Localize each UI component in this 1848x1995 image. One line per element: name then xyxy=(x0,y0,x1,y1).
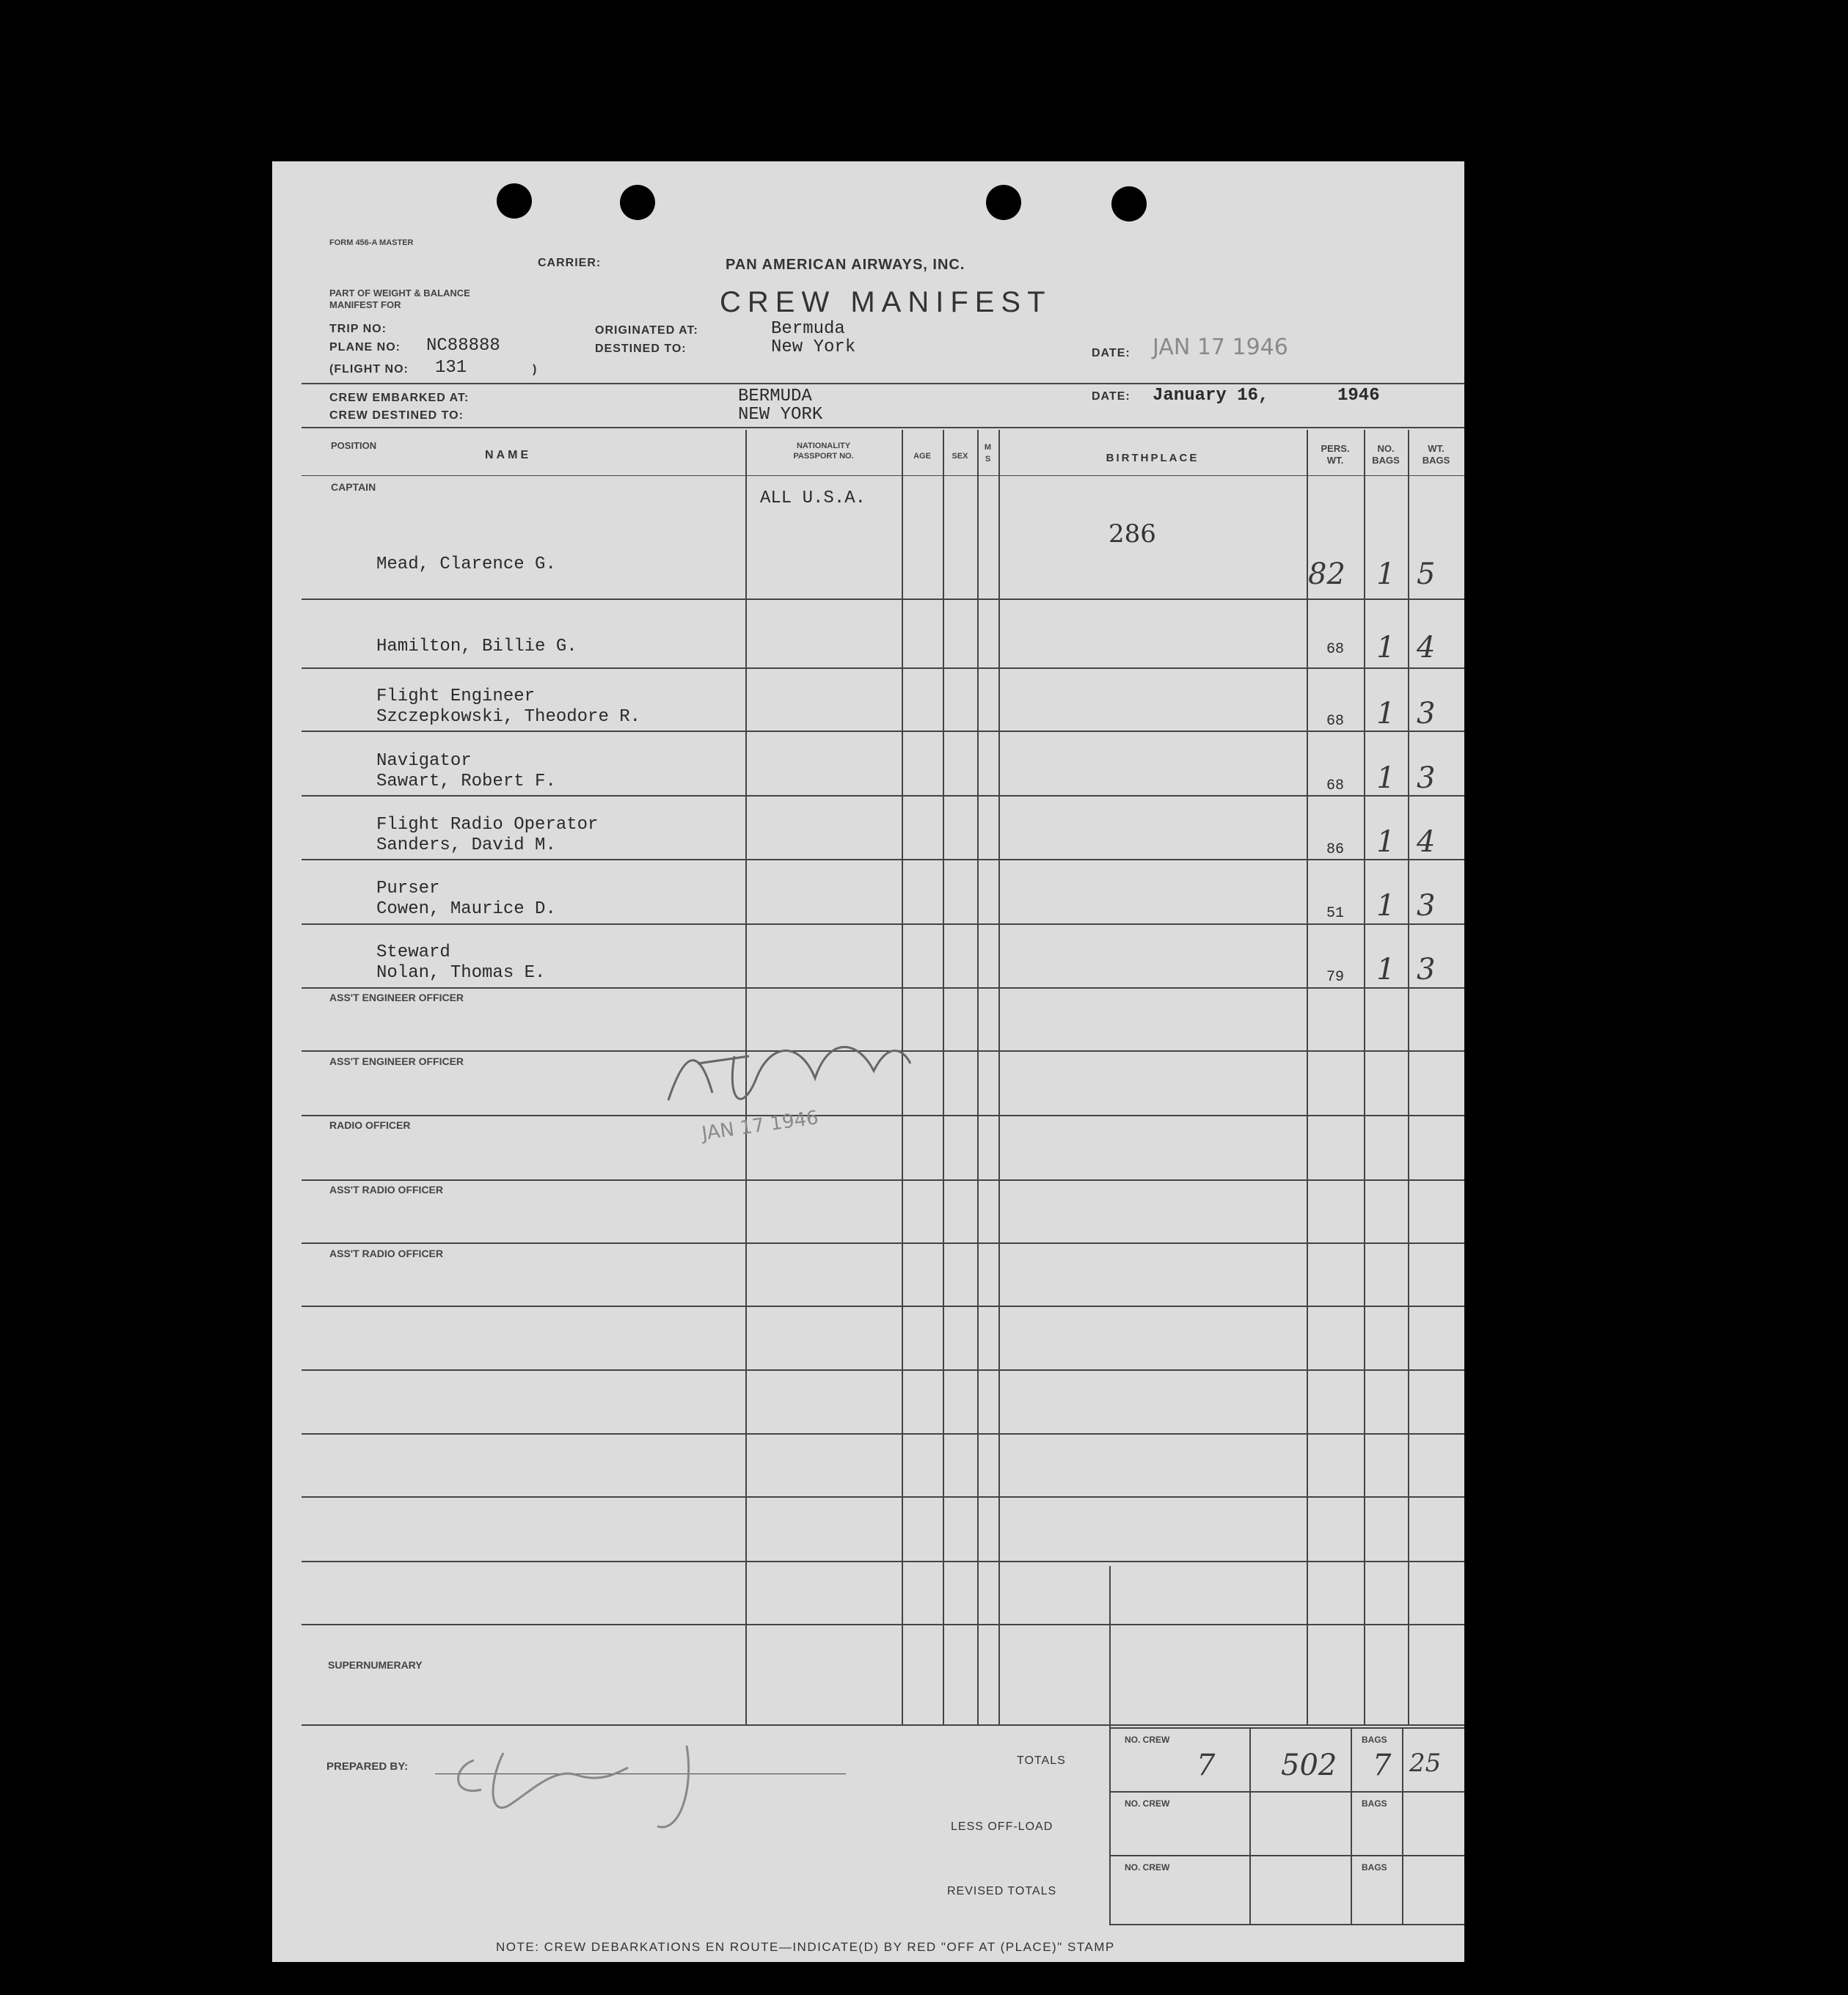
header-no-bags-2: BAGS xyxy=(1372,455,1400,466)
carrier-name: PAN AMERICAN AIRWAYS, INC. xyxy=(726,257,965,273)
crew-position: Purser xyxy=(376,879,440,898)
row-line xyxy=(302,1561,1464,1562)
row-label: ASS'T RADIO OFFICER xyxy=(329,1248,443,1259)
trip-label: TRIP NO: xyxy=(329,323,387,335)
note-text: NOTE: CREW DEBARKATIONS EN ROUTE—INDICATE(D) BY RED "OFF AT (PLACE)" STAMP xyxy=(496,1940,1115,1954)
originated-label: ORIGINATED AT: xyxy=(595,324,698,337)
crew-pers-wt: 68 xyxy=(1326,641,1344,658)
crew-destined-label: CREW DESTINED TO: xyxy=(329,409,464,422)
divider xyxy=(302,427,1464,428)
header-position: POSITION xyxy=(331,440,377,451)
crew-name: Cowen, Maurice D. xyxy=(376,899,556,919)
totals-col xyxy=(1249,1727,1251,1924)
row-label: RADIO OFFICER xyxy=(329,1119,411,1131)
crew-pers-wt: 51 xyxy=(1326,905,1344,922)
totals-col xyxy=(1402,1727,1403,1924)
header-ms-m: M xyxy=(984,443,992,452)
header-pers-wt-1: PERS. xyxy=(1321,443,1350,454)
header-sex: SEX xyxy=(952,452,968,461)
crew-position: Steward xyxy=(376,942,450,962)
row-line xyxy=(302,731,1464,732)
crew-name: Nolan, Thomas E. xyxy=(376,963,546,983)
crew-wt-bags: 3 xyxy=(1417,889,1436,923)
crew-no-bags: 1 xyxy=(1376,557,1395,591)
date-stamp: JAN 17 1946 xyxy=(1153,334,1288,360)
totals-wt-bags: 25 xyxy=(1409,1749,1442,1778)
less-offload-label: LESS OFF-LOAD xyxy=(951,1820,1053,1833)
crew-no-bags: 1 xyxy=(1376,825,1395,859)
embarked-label: CREW EMBARKED AT: xyxy=(329,392,470,404)
crew-pers-wt: 79 xyxy=(1326,969,1344,986)
totals-no-crew: 7 xyxy=(1197,1749,1216,1782)
crew-wt-bags: 5 xyxy=(1417,557,1436,591)
totals-no-crew-label: NO. CREW xyxy=(1125,1735,1170,1745)
header-wt-bags-2: BAGS xyxy=(1422,455,1450,466)
crew-pers-wt: 86 xyxy=(1326,841,1344,858)
row-line xyxy=(302,667,1464,669)
supernumerary-label: SUPERNUMERARY xyxy=(328,1659,423,1671)
header-nationality: NATIONALITY xyxy=(796,442,851,450)
row-label: ASS'T ENGINEER OFFICER xyxy=(329,992,464,1003)
manifest-sheet xyxy=(272,161,1464,1962)
date2-year: 1946 xyxy=(1337,386,1380,406)
crew-wt-bags: 4 xyxy=(1417,825,1436,859)
date2-label: DATE: xyxy=(1092,390,1131,403)
header-no-bags-1: NO. xyxy=(1377,443,1395,454)
crew-position: Flight Radio Operator xyxy=(376,815,599,835)
row-line xyxy=(302,598,1464,600)
crew-pers-wt: 68 xyxy=(1326,713,1344,730)
row-line xyxy=(302,1242,1464,1244)
divider xyxy=(302,475,1464,476)
crew-name: Sanders, David M. xyxy=(376,835,556,855)
embarked-value: BERMUDA xyxy=(738,387,812,406)
nationality-all: ALL U.S.A. xyxy=(760,488,866,508)
totals-line xyxy=(1109,1791,1464,1793)
crew-wt-bags: 3 xyxy=(1417,697,1436,731)
header-birthplace: BIRTHPLACE xyxy=(1106,452,1199,464)
totals-pers-wt: 502 xyxy=(1281,1749,1337,1782)
manifest-for-label: MANIFEST FOR xyxy=(329,299,401,310)
preparer-signature xyxy=(445,1724,753,1848)
row-line xyxy=(302,795,1464,797)
crew-name: Szczepkowski, Theodore R. xyxy=(376,707,641,727)
header-wt-bags-1: WT. xyxy=(1428,443,1445,454)
prepared-by-label: PREPARED BY: xyxy=(326,1760,409,1773)
crew-destined-value: NEW YORK xyxy=(738,405,823,425)
crew-name: Sawart, Robert F. xyxy=(376,772,556,791)
row-label: ASS'T RADIO OFFICER xyxy=(329,1184,443,1196)
crew-wt-bags: 3 xyxy=(1417,761,1436,795)
date2-value: January 16, xyxy=(1153,386,1269,406)
crew-no-bags: 1 xyxy=(1376,953,1395,986)
captain-label: CAPTAIN xyxy=(331,481,376,493)
crew-pers-wt: 82 xyxy=(1308,557,1345,591)
crew-pers-wt: 68 xyxy=(1326,777,1344,794)
punch-hole xyxy=(986,185,1021,220)
row-line xyxy=(302,1433,1464,1435)
plane-number: NC88888 xyxy=(426,336,500,356)
totals-line xyxy=(1109,1727,1464,1729)
crew-wt-bags: 3 xyxy=(1417,953,1436,986)
col-line xyxy=(1364,430,1365,1724)
part-of-label: PART OF WEIGHT & BALANCE xyxy=(329,288,470,299)
flight-close: ) xyxy=(533,363,538,376)
punch-hole xyxy=(620,185,655,220)
totals-line xyxy=(1109,1924,1464,1925)
crew-wt-bags: 4 xyxy=(1417,631,1436,665)
crew-no-bags: 1 xyxy=(1376,697,1395,731)
revised-totals-label: REVISED TOTALS xyxy=(947,1885,1057,1897)
offload-bags-label: BAGS xyxy=(1362,1798,1387,1809)
divider xyxy=(302,383,1464,384)
row-line xyxy=(302,859,1464,860)
revised-bags-label: BAGS xyxy=(1362,1862,1387,1873)
col-line xyxy=(1408,430,1409,1724)
header-ms-s: S xyxy=(985,455,991,464)
form-id: FORM 456-A MASTER xyxy=(329,238,414,247)
row-line xyxy=(302,1369,1464,1371)
plane-label: PLANE NO: xyxy=(329,341,401,354)
revised-no-crew-label: NO. CREW xyxy=(1125,1862,1170,1873)
crew-position: Flight Engineer xyxy=(376,687,536,706)
row-line xyxy=(302,1179,1464,1181)
col-line xyxy=(943,430,944,1724)
col-line xyxy=(998,430,1000,1724)
row-line xyxy=(302,1496,1464,1498)
row-line xyxy=(302,987,1464,989)
originated-value: Bermuda xyxy=(771,319,845,339)
crew-no-bags: 1 xyxy=(1376,631,1395,665)
header-passport: PASSPORT NO. xyxy=(793,452,854,461)
header-name: NAME xyxy=(485,449,532,461)
flight-label: (FLIGHT NO: xyxy=(329,363,409,376)
totals-bags-label: BAGS xyxy=(1362,1735,1387,1745)
carrier-label: CARRIER: xyxy=(538,257,602,269)
row-line xyxy=(302,923,1464,925)
col-line xyxy=(1307,430,1308,1724)
birthplace-number: 286 xyxy=(1109,519,1156,549)
destined-label: DESTINED TO: xyxy=(595,343,687,355)
totals-label: TOTALS xyxy=(1017,1754,1066,1767)
header-pers-wt-2: WT. xyxy=(1326,455,1344,466)
crew-position: Navigator xyxy=(376,751,472,771)
offload-no-crew-label: NO. CREW xyxy=(1125,1798,1170,1809)
inspection-stamp-date: JAN 17 1946 xyxy=(700,1106,820,1146)
crew-name: Mead, Clarence G. xyxy=(376,554,556,574)
row-label: ASS'T ENGINEER OFFICER xyxy=(329,1055,464,1067)
crew-no-bags: 1 xyxy=(1376,761,1395,795)
destined-value: New York xyxy=(771,337,856,357)
crew-no-bags: 1 xyxy=(1376,889,1395,923)
flight-number: 131 xyxy=(435,358,467,378)
punch-hole xyxy=(497,183,532,219)
date-label: DATE: xyxy=(1092,347,1131,359)
totals-col xyxy=(1351,1727,1352,1924)
header-age: AGE xyxy=(913,452,931,461)
totals-bags: 7 xyxy=(1373,1749,1392,1782)
row-line xyxy=(302,1306,1464,1307)
punch-hole xyxy=(1111,186,1147,222)
document-title: CREW MANIFEST xyxy=(720,286,1052,318)
totals-line xyxy=(1109,1855,1464,1856)
crew-name: Hamilton, Billie G. xyxy=(376,637,577,656)
col-line xyxy=(977,430,979,1724)
